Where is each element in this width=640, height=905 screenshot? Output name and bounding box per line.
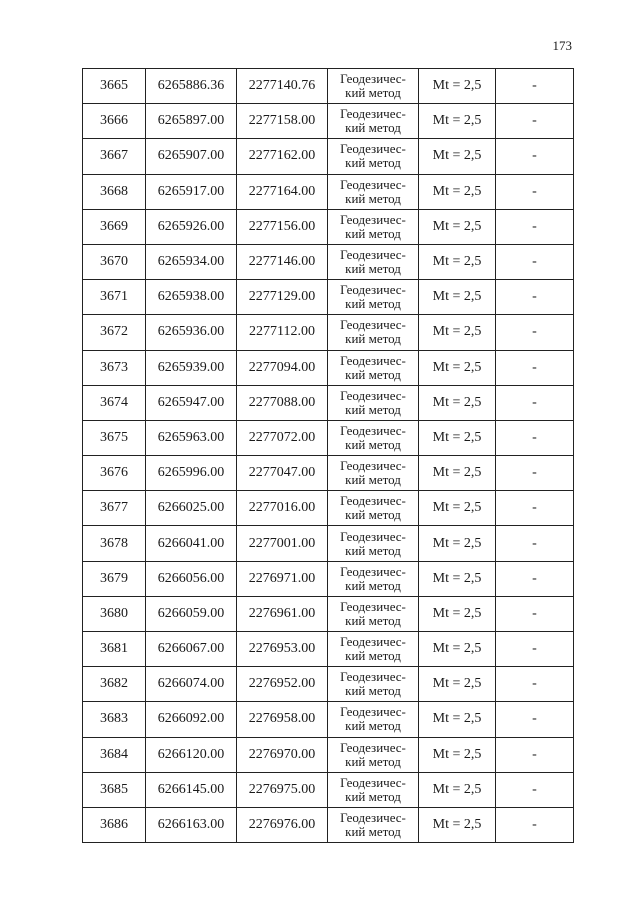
method-line1: Геодезичес-: [340, 106, 406, 122]
method-line2: кий метод: [345, 331, 401, 347]
point-number-cell: 3667: [83, 139, 146, 174]
x-coordinate-cell: 6265897.00: [146, 104, 237, 139]
note-cell: -: [496, 209, 574, 244]
table-row: [83, 526, 574, 561]
note-cell: -: [496, 807, 574, 842]
method-line2: кий метод: [345, 366, 401, 382]
method-cell: [328, 244, 419, 279]
table-row: [83, 807, 574, 842]
y-coordinate-cell: 2277162.00: [237, 139, 328, 174]
method-line1: Геодезичес-: [340, 352, 406, 368]
y-coordinate-cell: 2276971.00: [237, 561, 328, 596]
method-line1: Геодезичес-: [340, 458, 406, 474]
accuracy-cell: Mt = 2,5: [419, 596, 496, 631]
method-line1: Геодезичес-: [340, 810, 406, 826]
accuracy-cell: Mt = 2,5: [419, 807, 496, 842]
note-cell: -: [496, 139, 574, 174]
point-number-cell: 3673: [83, 350, 146, 385]
method-cell: [328, 456, 419, 491]
method-line1: Геодезичес-: [340, 669, 406, 685]
x-coordinate-cell: 6265936.00: [146, 315, 237, 350]
method-line2: кий метод: [345, 824, 401, 840]
y-coordinate-cell: 2276970.00: [237, 737, 328, 772]
method-cell: [328, 667, 419, 702]
method-cell: [328, 315, 419, 350]
accuracy-cell: Mt = 2,5: [419, 209, 496, 244]
table-row: [83, 737, 574, 772]
method-cell: [328, 491, 419, 526]
table-row: [83, 702, 574, 737]
note-cell: -: [496, 526, 574, 561]
table-row: [83, 491, 574, 526]
note-cell: -: [496, 702, 574, 737]
method-line1: Геодезичес-: [340, 317, 406, 333]
method-line1: Геодезичес-: [340, 493, 406, 509]
method-line1: Геодезичес-: [340, 141, 406, 157]
method-cell: [328, 104, 419, 139]
method-line1: Геодезичес-: [340, 282, 406, 298]
note-cell: -: [496, 350, 574, 385]
table-row: [83, 174, 574, 209]
method-line2: кий метод: [345, 542, 401, 558]
note-cell: -: [496, 280, 574, 315]
y-coordinate-cell: 2277140.76: [237, 69, 328, 104]
table-row: [83, 561, 574, 596]
x-coordinate-cell: 6266092.00: [146, 702, 237, 737]
point-number-cell: 3684: [83, 737, 146, 772]
point-number-cell: 3671: [83, 280, 146, 315]
method-line1: Геодезичес-: [340, 704, 406, 720]
page-number: 173: [552, 38, 572, 53]
point-number-cell: 3672: [83, 315, 146, 350]
accuracy-cell: Mt = 2,5: [419, 104, 496, 139]
coordinates-table-body: [83, 69, 574, 843]
y-coordinate-cell: 2276961.00: [237, 596, 328, 631]
note-cell: -: [496, 104, 574, 139]
method-line1: Геодезичес-: [340, 211, 406, 227]
point-number-cell: 3666: [83, 104, 146, 139]
x-coordinate-cell: 6266163.00: [146, 807, 237, 842]
y-coordinate-cell: 2277156.00: [237, 209, 328, 244]
table-row: [83, 244, 574, 279]
accuracy-cell: Mt = 2,5: [419, 737, 496, 772]
note-cell: -: [496, 420, 574, 455]
accuracy-cell: Mt = 2,5: [419, 420, 496, 455]
accuracy-cell: Mt = 2,5: [419, 69, 496, 104]
accuracy-cell: Mt = 2,5: [419, 772, 496, 807]
note-cell: -: [496, 69, 574, 104]
note-cell: -: [496, 385, 574, 420]
method-line2: кий метод: [345, 120, 401, 136]
x-coordinate-cell: 6266074.00: [146, 667, 237, 702]
y-coordinate-cell: 2277016.00: [237, 491, 328, 526]
note-cell: -: [496, 737, 574, 772]
x-coordinate-cell: 6265938.00: [146, 280, 237, 315]
accuracy-cell: Mt = 2,5: [419, 385, 496, 420]
method-cell: [328, 702, 419, 737]
method-cell: [328, 280, 419, 315]
point-number-cell: 3678: [83, 526, 146, 561]
method-line2: кий метод: [345, 190, 401, 206]
y-coordinate-cell: 2277094.00: [237, 350, 328, 385]
accuracy-cell: Mt = 2,5: [419, 526, 496, 561]
note-cell: -: [496, 561, 574, 596]
point-number-cell: 3674: [83, 385, 146, 420]
y-coordinate-cell: 2276976.00: [237, 807, 328, 842]
table-row: [83, 667, 574, 702]
note-cell: -: [496, 491, 574, 526]
y-coordinate-cell: 2276952.00: [237, 667, 328, 702]
method-line2: кий метод: [345, 155, 401, 171]
method-cell: [328, 69, 419, 104]
table-row: [83, 280, 574, 315]
method-line1: Геодезичес-: [340, 387, 406, 403]
y-coordinate-cell: 2276953.00: [237, 632, 328, 667]
y-coordinate-cell: 2276958.00: [237, 702, 328, 737]
method-cell: [328, 596, 419, 631]
method-cell: [328, 209, 419, 244]
point-number-cell: 3665: [83, 69, 146, 104]
coordinates-table: [82, 68, 574, 843]
y-coordinate-cell: 2277164.00: [237, 174, 328, 209]
note-cell: -: [496, 632, 574, 667]
accuracy-cell: Mt = 2,5: [419, 174, 496, 209]
note-cell: -: [496, 315, 574, 350]
y-coordinate-cell: 2277158.00: [237, 104, 328, 139]
accuracy-cell: Mt = 2,5: [419, 280, 496, 315]
point-number-cell: 3685: [83, 772, 146, 807]
table-row: [83, 772, 574, 807]
method-line1: Геодезичес-: [340, 247, 406, 263]
x-coordinate-cell: 6266145.00: [146, 772, 237, 807]
point-number-cell: 3675: [83, 420, 146, 455]
table-row: [83, 209, 574, 244]
accuracy-cell: Mt = 2,5: [419, 491, 496, 526]
method-cell: [328, 174, 419, 209]
method-cell: [328, 350, 419, 385]
point-number-cell: 3682: [83, 667, 146, 702]
accuracy-cell: Mt = 2,5: [419, 667, 496, 702]
method-line1: Геодезичес-: [340, 598, 406, 614]
method-line2: кий метод: [345, 507, 401, 523]
method-line2: кий метод: [345, 436, 401, 452]
x-coordinate-cell: 6265917.00: [146, 174, 237, 209]
method-cell: [328, 385, 419, 420]
method-line2: кий метод: [345, 401, 401, 417]
method-cell: [328, 526, 419, 561]
method-cell: [328, 139, 419, 174]
point-number-cell: 3681: [83, 632, 146, 667]
x-coordinate-cell: 6265939.00: [146, 350, 237, 385]
x-coordinate-cell: 6265996.00: [146, 456, 237, 491]
table-row: [83, 385, 574, 420]
table-row: [83, 420, 574, 455]
x-coordinate-cell: 6265963.00: [146, 420, 237, 455]
note-cell: -: [496, 174, 574, 209]
point-number-cell: 3670: [83, 244, 146, 279]
method-line2: кий метод: [345, 472, 401, 488]
table-row: [83, 456, 574, 491]
table-row: [83, 104, 574, 139]
x-coordinate-cell: 6265926.00: [146, 209, 237, 244]
table-row: [83, 350, 574, 385]
method-line1: Геодезичес-: [340, 774, 406, 790]
note-cell: -: [496, 772, 574, 807]
point-number-cell: 3677: [83, 491, 146, 526]
accuracy-cell: Mt = 2,5: [419, 315, 496, 350]
table-row: [83, 69, 574, 104]
x-coordinate-cell: 6265947.00: [146, 385, 237, 420]
y-coordinate-cell: 2277072.00: [237, 420, 328, 455]
point-number-cell: 3669: [83, 209, 146, 244]
table-row: [83, 632, 574, 667]
x-coordinate-cell: 6266025.00: [146, 491, 237, 526]
note-cell: -: [496, 596, 574, 631]
accuracy-cell: Mt = 2,5: [419, 561, 496, 596]
method-line2: кий метод: [345, 788, 401, 804]
x-coordinate-cell: 6266059.00: [146, 596, 237, 631]
x-coordinate-cell: 6266056.00: [146, 561, 237, 596]
table-row: [83, 596, 574, 631]
accuracy-cell: Mt = 2,5: [419, 139, 496, 174]
method-line1: Геодезичес-: [340, 422, 406, 438]
point-number-cell: 3680: [83, 596, 146, 631]
method-cell: [328, 632, 419, 667]
point-number-cell: 3668: [83, 174, 146, 209]
x-coordinate-cell: 6265886.36: [146, 69, 237, 104]
method-line1: Геодезичес-: [340, 71, 406, 87]
method-line2: кий метод: [345, 718, 401, 734]
note-cell: -: [496, 244, 574, 279]
method-line2: кий метод: [345, 85, 401, 101]
method-line1: Геодезичес-: [340, 563, 406, 579]
y-coordinate-cell: 2277129.00: [237, 280, 328, 315]
point-number-cell: 3679: [83, 561, 146, 596]
method-line1: Геодезичес-: [340, 528, 406, 544]
y-coordinate-cell: 2276975.00: [237, 772, 328, 807]
method-line1: Геодезичес-: [340, 634, 406, 650]
method-line2: кий метод: [345, 683, 401, 699]
accuracy-cell: Mt = 2,5: [419, 632, 496, 667]
x-coordinate-cell: 6266067.00: [146, 632, 237, 667]
method-line1: Геодезичес-: [340, 176, 406, 192]
table-row: [83, 139, 574, 174]
method-line1: Геодезичес-: [340, 739, 406, 755]
accuracy-cell: Mt = 2,5: [419, 244, 496, 279]
table-row: [83, 315, 574, 350]
point-number-cell: 3686: [83, 807, 146, 842]
point-number-cell: 3676: [83, 456, 146, 491]
y-coordinate-cell: 2277001.00: [237, 526, 328, 561]
x-coordinate-cell: 6266120.00: [146, 737, 237, 772]
method-cell: [328, 807, 419, 842]
method-cell: [328, 561, 419, 596]
method-line2: кий метод: [345, 577, 401, 593]
accuracy-cell: Mt = 2,5: [419, 350, 496, 385]
y-coordinate-cell: 2277112.00: [237, 315, 328, 350]
x-coordinate-cell: 6265907.00: [146, 139, 237, 174]
method-cell: [328, 737, 419, 772]
y-coordinate-cell: 2277047.00: [237, 456, 328, 491]
method-line2: кий метод: [345, 612, 401, 628]
method-cell: [328, 420, 419, 455]
method-line2: кий метод: [345, 261, 401, 277]
x-coordinate-cell: 6266041.00: [146, 526, 237, 561]
note-cell: -: [496, 456, 574, 491]
method-line2: кий метод: [345, 296, 401, 312]
note-cell: -: [496, 667, 574, 702]
accuracy-cell: Mt = 2,5: [419, 456, 496, 491]
method-line2: кий метод: [345, 648, 401, 664]
x-coordinate-cell: 6265934.00: [146, 244, 237, 279]
accuracy-cell: Mt = 2,5: [419, 702, 496, 737]
method-cell: [328, 772, 419, 807]
point-number-cell: 3683: [83, 702, 146, 737]
method-line2: кий метод: [345, 225, 401, 241]
method-line2: кий метод: [345, 753, 401, 769]
y-coordinate-cell: 2277146.00: [237, 244, 328, 279]
y-coordinate-cell: 2277088.00: [237, 385, 328, 420]
